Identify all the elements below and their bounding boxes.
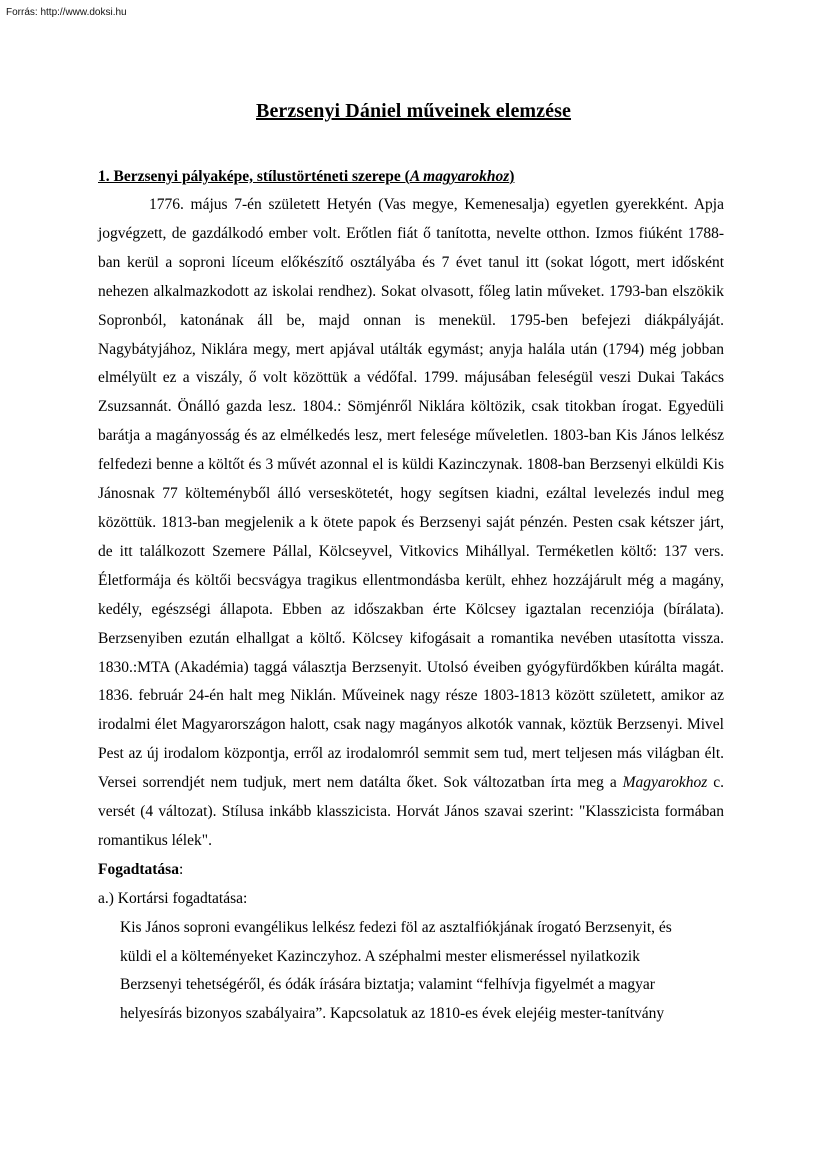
contemporary-reception-label: a.) Kortársi fogadtatása: — [98, 889, 248, 907]
section-heading-prefix: 1. Berzsenyi pályaképe, stílustörténeti szerepe ( — [98, 168, 410, 185]
reception-line: küldi el a költeményeket Kazinczyhoz. A széphalmi mester elismeréssel nyilatkozik — [120, 947, 640, 965]
reception-line: helyesírás bizonyos szabályaira”. Kapcsolatuk az 1810-es évek elejéig mester-tanítvány — [120, 1005, 665, 1023]
contemporary-reception-text — [98, 914, 724, 1030]
biography-italic-title: Magyarokhoz — [622, 774, 708, 792]
biography-paragraph — [98, 191, 724, 856]
reception-label — [98, 856, 724, 885]
document-body — [98, 162, 724, 1029]
section-heading — [98, 162, 724, 191]
document-title: Berzsenyi Dániel műveinek elemzése — [256, 100, 571, 122]
biography-text-part2: c. versét (4 változat). Stílusa inkább klasszicista. Horvát János szavai szerint: "Klasszicista formában romantikus lélek". — [98, 774, 724, 849]
section-heading-italic: A magyarokhoz — [409, 168, 510, 185]
reception-line: Berzsenyi tehetségéről, és ódák írására biztatja; valamint “felhívja figyelmét a magyar — [120, 976, 655, 994]
reception-label-bold: Fogadtatása — [98, 860, 179, 878]
reception-line: Kis János soproni evangélikus lelkész fedezi föl az asztalfiókjának írogató Berzsenyit, és — [120, 918, 672, 936]
section-heading-suffix: ) — [509, 168, 515, 185]
source-line: Forrás: http://www.doksi.hu — [6, 7, 127, 18]
reception-label-suffix: : — [178, 860, 184, 878]
biography-text-part1: 1776. május 7-én született Hetyén (Vas megye, Kemenesalja) egyetlen gyerekként. Apja jogvégzett, de gazdálkodó ember volt. Erőtlen fiát ő tanította, nevelte otthon. Izmos fiúként 1788-ban kerül a soproni líceum előkészítő osztályába és 7 évet tanul itt (sokat lógott, mert idősként nehezen alkalmazkodott az iskolai rendhez). Sokat olvasott, főleg latin műveket. 1793-ban elszökik Sopronból, katonának áll be, majd onnan is menekül. 1795-ben befejezi diákpályáját. Nagybátyjához, Niklára megy, mert apjával utálták egymást; anyja halála után (1794) még jobban elmélyült ez a viszály, ő volt közöttük a védőfal. 1799. májusában feleségül veszi Dukai Takács Zsuzsannát. Önálló gazda lesz. 1804.: Sömjénről Niklára költözik, csak titokban írogat. Egyedüli barátja a magányosság és az elmélkedés lesz, mert felesége műveletlen. 1803-ban Kis János lelkész felfedezi benne a költőt és 3 művét azonnal el is küldi Kazinczynak. 1808-ban Berzsenyi elküldi Kis Jánosnak 77 költeményből álló verseskötetét, hogy segítsen kiadni, ezáltal levelezés indul meg közöttük. 1813-ban megjelenik a k ötete papok és Berzsenyi saját pénzén. Pesten csak kétszer járt, de itt találkozott Szemere Pállal, Kölcseyvel, Vitkovics Mihállyal. Terméketlen költő: 137 vers. Életformája és költői becsvágya tragikus ellentmondásba került, ehhez hozzájárult még a magány, kedély, egészségi állapota. Ebben az időszakban érte Kölcsey igaztalan recenziója (bírálata). Berzsenyiben ezután elhallgat a költő. Kölcsey kifogásait a romantika nevében utasította vissza. 1830.:MTA (Akadémia) taggá választja Berzsenyit. Utolsó éveiben gyógyfürdőkben kúrálta magát. 1836. február 24-én halt meg Niklán. Műveinek nagy része 1803-1813 között született, amikor az irodalmi élet Magyarországon halott, csak nagy magányos alkotók vannak, köztük Berzsenyi. Mivel Pest az új irodalom központja, erről az irodalomról semmit sem tud, mert teljesen más világban élt. Versei sorrendjét nem tudjuk, mert nem datálta őket. Sok változatban írta meg a — [98, 196, 724, 792]
